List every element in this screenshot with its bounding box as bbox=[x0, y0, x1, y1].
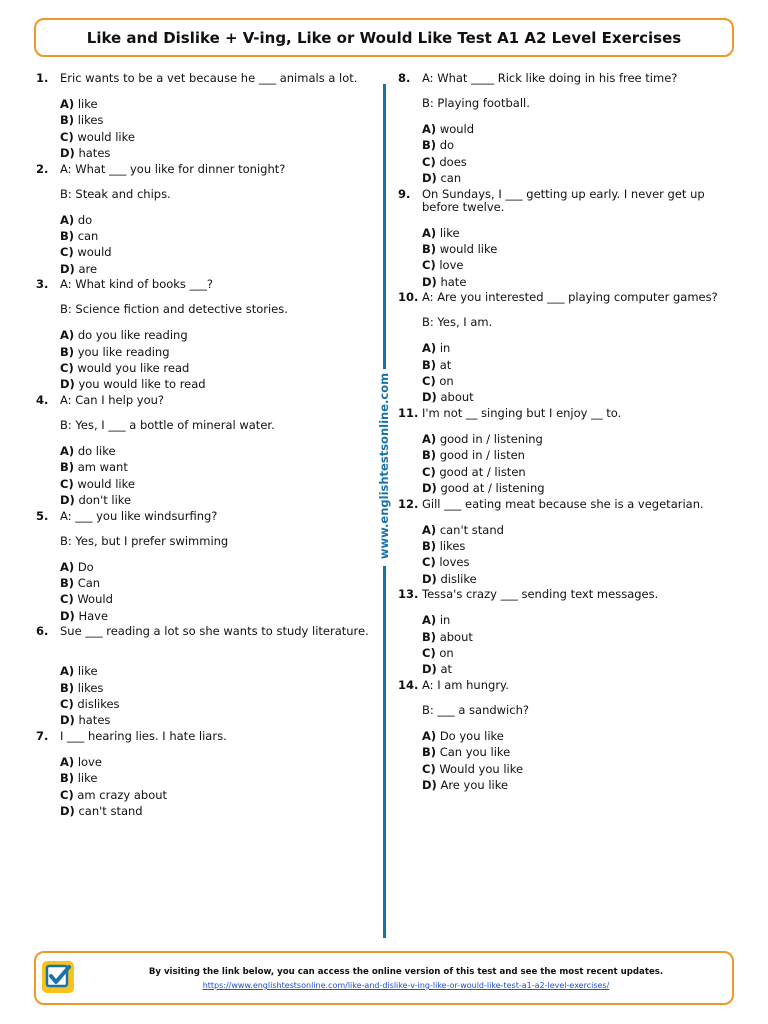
option-text: hate bbox=[440, 274, 467, 289]
answer-option[interactable] bbox=[60, 212, 381, 228]
question-number: 14. bbox=[398, 677, 419, 692]
option-letter: C) bbox=[60, 696, 74, 711]
option-text: likes bbox=[77, 680, 104, 695]
option-letter: A) bbox=[422, 225, 437, 240]
option-letter: B) bbox=[422, 629, 437, 644]
question-7 bbox=[36, 730, 381, 820]
option-letter: B) bbox=[60, 680, 75, 695]
questions-right-column bbox=[398, 72, 738, 794]
option-letter: B) bbox=[60, 344, 75, 359]
option-letter: B) bbox=[60, 229, 75, 244]
question-number: 7. bbox=[36, 728, 49, 743]
question-header bbox=[398, 188, 738, 214]
question-number: 1. bbox=[36, 71, 49, 85]
option-letter: A) bbox=[422, 728, 437, 743]
answer-option[interactable] bbox=[422, 121, 738, 137]
answer-option[interactable] bbox=[422, 241, 738, 257]
option-text: on bbox=[439, 374, 454, 389]
answer-option[interactable] bbox=[422, 137, 738, 153]
answer-option[interactable] bbox=[422, 447, 738, 463]
footer-box bbox=[34, 951, 734, 1005]
option-text: Would you like bbox=[439, 761, 524, 776]
answer-option[interactable] bbox=[422, 373, 738, 389]
option-letter: C) bbox=[422, 761, 436, 776]
question-9 bbox=[398, 188, 738, 291]
question-number: 5. bbox=[36, 508, 49, 523]
answer-option[interactable] bbox=[60, 344, 381, 360]
question-text: Gill ___ eating meat because she is a vegetarian. bbox=[422, 496, 704, 511]
answer-option[interactable] bbox=[422, 257, 738, 273]
question-10 bbox=[398, 291, 738, 406]
question-number: 13. bbox=[398, 587, 419, 602]
question-header bbox=[36, 163, 381, 176]
option-letter: D) bbox=[60, 608, 75, 623]
question-number: 9. bbox=[398, 186, 411, 201]
answer-option[interactable] bbox=[60, 443, 381, 459]
answer-option[interactable] bbox=[60, 559, 381, 575]
question-header bbox=[36, 625, 381, 638]
answer-option[interactable] bbox=[60, 327, 381, 343]
page-title: Like and Dislike + V-ing, Like or Would Like Test A1 A2 Level Exercises bbox=[86, 28, 682, 47]
answer-option[interactable] bbox=[422, 464, 738, 480]
column-divider-bottom bbox=[383, 566, 386, 938]
option-letter: D) bbox=[60, 261, 75, 276]
option-letter: C) bbox=[60, 476, 74, 491]
option-text: Do you like bbox=[439, 728, 504, 743]
answer-option[interactable] bbox=[422, 554, 738, 570]
option-letter: A) bbox=[60, 754, 75, 769]
option-letter: A) bbox=[60, 97, 75, 111]
answer-option[interactable] bbox=[60, 261, 381, 277]
option-letter: B) bbox=[422, 242, 437, 257]
option-letter: B) bbox=[422, 138, 437, 153]
question-dialogue-reply: B: Yes, but I prefer swimming bbox=[60, 533, 229, 548]
answer-option[interactable] bbox=[60, 112, 381, 128]
question-header bbox=[398, 679, 738, 692]
option-letter: A) bbox=[60, 443, 75, 458]
question-4 bbox=[36, 394, 381, 509]
option-text: are bbox=[78, 261, 98, 276]
option-text: Would bbox=[77, 592, 113, 607]
option-text: good at / listen bbox=[439, 464, 526, 479]
question-13 bbox=[398, 588, 738, 678]
option-text: can't stand bbox=[439, 522, 504, 537]
option-text: Do bbox=[77, 559, 94, 574]
option-text: about bbox=[439, 629, 473, 644]
option-text: don't like bbox=[78, 493, 132, 508]
option-text: Have bbox=[78, 608, 109, 623]
answer-options bbox=[422, 340, 738, 406]
answer-option[interactable] bbox=[422, 522, 738, 538]
question-header bbox=[398, 588, 738, 601]
question-14 bbox=[398, 679, 738, 794]
answer-option[interactable] bbox=[60, 145, 381, 161]
option-text: love bbox=[439, 258, 464, 273]
question-text: A: What ___ you like for dinner tonight? bbox=[60, 161, 286, 176]
option-letter: D) bbox=[422, 571, 437, 586]
option-letter: B) bbox=[60, 771, 75, 786]
option-letter: D) bbox=[422, 171, 437, 186]
option-letter: B) bbox=[60, 575, 75, 590]
question-8 bbox=[398, 72, 738, 187]
option-letter: A) bbox=[422, 431, 437, 446]
question-1 bbox=[36, 72, 381, 162]
answer-option[interactable] bbox=[60, 696, 381, 712]
option-text: Can bbox=[77, 575, 101, 590]
option-letter: D) bbox=[60, 803, 75, 818]
option-text: good at / listening bbox=[440, 481, 545, 496]
question-text: A: I am hungry. bbox=[422, 677, 509, 692]
option-letter: B) bbox=[60, 113, 75, 128]
answer-options bbox=[60, 663, 381, 729]
option-text: you would like to read bbox=[78, 377, 206, 392]
question-dialogue-reply: B: Playing football. bbox=[422, 96, 530, 110]
answer-option[interactable] bbox=[60, 712, 381, 728]
answer-option[interactable] bbox=[60, 787, 381, 803]
answer-options bbox=[422, 121, 738, 187]
question-header bbox=[36, 72, 381, 85]
option-letter: D) bbox=[60, 493, 75, 508]
option-letter: C) bbox=[60, 129, 74, 144]
option-letter: C) bbox=[422, 154, 436, 169]
option-text: like bbox=[439, 225, 460, 240]
question-number: 10. bbox=[398, 290, 419, 305]
option-text: at bbox=[440, 662, 453, 677]
option-letter: C) bbox=[422, 645, 436, 660]
option-text: am want bbox=[77, 460, 128, 475]
option-letter: C) bbox=[60, 361, 74, 376]
question-text: I ___ hearing lies. I hate liars. bbox=[60, 728, 227, 743]
answer-options bbox=[422, 522, 738, 588]
option-text: love bbox=[77, 754, 102, 769]
answer-option[interactable] bbox=[60, 803, 381, 819]
question-text: Tessa's crazy ___ sending text messages. bbox=[422, 587, 659, 602]
option-text: loves bbox=[439, 555, 470, 570]
option-letter: D) bbox=[422, 274, 437, 289]
option-text: like bbox=[77, 771, 98, 786]
answer-option[interactable] bbox=[60, 770, 381, 786]
answer-option[interactable] bbox=[60, 680, 381, 696]
option-letter: C) bbox=[422, 374, 436, 389]
answer-option[interactable] bbox=[60, 228, 381, 244]
question-number: 4. bbox=[36, 392, 49, 407]
checkbox-logo-icon bbox=[42, 961, 74, 993]
answer-option[interactable] bbox=[422, 170, 738, 186]
option-letter: C) bbox=[422, 555, 436, 570]
option-letter: A) bbox=[422, 122, 437, 136]
option-letter: A) bbox=[422, 522, 437, 537]
option-text: Are you like bbox=[440, 777, 509, 792]
option-letter: C) bbox=[60, 592, 74, 607]
question-dialogue-reply: B: Yes, I ___ a bottle of mineral water. bbox=[60, 417, 275, 432]
answer-options bbox=[60, 754, 381, 820]
option-letter: B) bbox=[60, 460, 75, 475]
option-text: would bbox=[439, 122, 475, 136]
option-text: likes bbox=[77, 113, 104, 128]
answer-options bbox=[422, 225, 738, 291]
answer-option[interactable] bbox=[422, 225, 738, 241]
question-text: On Sundays, I ___ getting up early. I never get up before twelve. bbox=[422, 186, 705, 214]
question-number: 12. bbox=[398, 496, 419, 511]
option-text: would bbox=[77, 245, 112, 260]
question-number: 6. bbox=[36, 624, 49, 639]
answer-option[interactable] bbox=[422, 431, 738, 447]
option-text: like bbox=[77, 664, 98, 679]
question-header bbox=[36, 278, 381, 291]
online-test-link[interactable]: https://www.englishtestsonline.com/like-and-dislike-v-ing-like-or-would-like-test-a1-a2-level-exercises/ bbox=[202, 981, 610, 990]
option-text: in bbox=[439, 341, 451, 356]
answer-option[interactable] bbox=[422, 761, 738, 777]
column-divider-top bbox=[383, 84, 386, 369]
option-letter: D) bbox=[60, 377, 75, 392]
answer-options bbox=[60, 96, 381, 162]
question-header bbox=[398, 291, 738, 304]
question-dialogue-reply: B: ___ a sandwich? bbox=[422, 702, 529, 717]
answer-option[interactable] bbox=[422, 480, 738, 496]
option-letter: A) bbox=[60, 559, 75, 574]
option-text: does bbox=[439, 154, 467, 169]
option-text: on bbox=[439, 645, 454, 660]
answer-option[interactable] bbox=[60, 575, 381, 591]
answer-option[interactable] bbox=[422, 629, 738, 645]
answer-option[interactable] bbox=[422, 777, 738, 793]
option-letter: B) bbox=[422, 538, 437, 553]
question-5 bbox=[36, 510, 381, 625]
option-text: do you like reading bbox=[77, 328, 188, 343]
option-text: can bbox=[77, 229, 99, 244]
answer-option[interactable] bbox=[422, 389, 738, 405]
question-dialogue-reply: B: Steak and chips. bbox=[60, 186, 171, 201]
option-letter: C) bbox=[422, 464, 436, 479]
option-text: am crazy about bbox=[77, 787, 168, 802]
option-letter: A) bbox=[422, 613, 437, 628]
answer-option[interactable] bbox=[422, 728, 738, 744]
option-letter: A) bbox=[422, 341, 437, 356]
option-letter: D) bbox=[60, 146, 75, 161]
option-letter: B) bbox=[422, 448, 437, 463]
option-text: hates bbox=[78, 146, 111, 161]
option-text: good in / listen bbox=[439, 448, 525, 463]
answer-options bbox=[422, 612, 738, 678]
question-dialogue-reply: B: Science fiction and detective stories. bbox=[60, 302, 288, 317]
answer-option[interactable] bbox=[60, 476, 381, 492]
option-letter: C) bbox=[60, 245, 74, 260]
option-letter: D) bbox=[422, 777, 437, 792]
question-text: A: Can I help you? bbox=[60, 392, 165, 407]
option-letter: A) bbox=[60, 212, 75, 227]
option-text: do bbox=[439, 138, 455, 153]
option-letter: B) bbox=[422, 357, 437, 372]
answer-options bbox=[422, 728, 738, 794]
question-text: A: ___ you like windsurfing? bbox=[60, 508, 218, 523]
option-text: dislike bbox=[440, 571, 477, 586]
question-header bbox=[398, 407, 738, 420]
option-letter: B) bbox=[422, 745, 437, 760]
answer-option[interactable] bbox=[422, 340, 738, 356]
question-text: A: What ____ Rick like doing in his free time? bbox=[422, 71, 678, 85]
option-text: do like bbox=[77, 443, 116, 458]
answer-option[interactable] bbox=[60, 459, 381, 475]
question-header bbox=[36, 394, 381, 407]
question-number: 2. bbox=[36, 161, 49, 176]
answer-option[interactable] bbox=[60, 376, 381, 392]
option-letter: D) bbox=[422, 481, 437, 496]
option-text: you like reading bbox=[77, 344, 170, 359]
question-number: 11. bbox=[398, 405, 419, 420]
option-letter: C) bbox=[422, 258, 436, 273]
answer-option[interactable] bbox=[422, 571, 738, 587]
answer-option[interactable] bbox=[60, 96, 381, 112]
question-header bbox=[36, 510, 381, 523]
question-12 bbox=[398, 498, 738, 588]
question-3 bbox=[36, 278, 381, 393]
answer-option[interactable] bbox=[60, 360, 381, 376]
option-text: likes bbox=[439, 538, 466, 553]
answer-option[interactable] bbox=[60, 492, 381, 508]
option-text: would like bbox=[439, 242, 498, 257]
option-text: at bbox=[439, 357, 452, 372]
answer-option[interactable] bbox=[422, 538, 738, 554]
question-text: A: What kind of books ___? bbox=[60, 277, 213, 292]
answer-option[interactable] bbox=[422, 274, 738, 290]
answer-options bbox=[60, 559, 381, 625]
vertical-site-label: www.englishtestsonline.com bbox=[377, 372, 391, 560]
answer-option[interactable] bbox=[60, 129, 381, 145]
option-text: good in / listening bbox=[439, 431, 543, 446]
option-text: dislikes bbox=[77, 696, 120, 711]
answer-options bbox=[60, 327, 381, 393]
question-number: 3. bbox=[36, 277, 49, 292]
option-letter: D) bbox=[60, 713, 75, 728]
footer-notice: By visiting the link below, you can access the online version of this test and see the most recent updates. bbox=[148, 967, 664, 977]
option-text: do bbox=[77, 212, 93, 227]
answer-option[interactable] bbox=[422, 612, 738, 628]
option-letter: D) bbox=[422, 390, 437, 405]
option-letter: A) bbox=[60, 328, 75, 343]
question-11 bbox=[398, 407, 738, 497]
answer-option[interactable] bbox=[422, 661, 738, 677]
answer-options bbox=[422, 431, 738, 497]
answer-option[interactable] bbox=[60, 608, 381, 624]
question-text: I'm not __ singing but I enjoy __ to. bbox=[422, 405, 622, 420]
question-6 bbox=[36, 625, 381, 729]
option-text: like bbox=[77, 97, 98, 111]
option-text: would you like read bbox=[77, 361, 190, 376]
question-header bbox=[398, 498, 738, 511]
option-text: Can you like bbox=[439, 745, 511, 760]
answer-option[interactable] bbox=[422, 357, 738, 373]
option-letter: D) bbox=[422, 662, 437, 677]
option-letter: C) bbox=[60, 787, 74, 802]
questions-left-column bbox=[36, 72, 381, 820]
answer-option[interactable] bbox=[60, 663, 381, 679]
option-text: about bbox=[440, 390, 474, 405]
option-text: can bbox=[440, 171, 462, 186]
answer-option[interactable] bbox=[422, 154, 738, 170]
answer-option[interactable] bbox=[422, 744, 738, 760]
question-text: A: Are you interested ___ playing computer games? bbox=[422, 290, 718, 305]
answer-option[interactable] bbox=[60, 591, 381, 607]
answer-option[interactable] bbox=[60, 754, 381, 770]
question-text: Eric wants to be a vet because he ___ animals a lot. bbox=[60, 71, 358, 85]
option-text: in bbox=[439, 613, 451, 628]
question-header bbox=[36, 730, 381, 743]
question-number: 8. bbox=[398, 71, 411, 85]
option-text: would like bbox=[77, 476, 135, 491]
answer-options bbox=[60, 212, 381, 278]
option-text: would like bbox=[77, 129, 135, 144]
option-letter: A) bbox=[60, 664, 75, 679]
question-header bbox=[398, 72, 738, 85]
question-2 bbox=[36, 163, 381, 278]
option-text: hates bbox=[78, 713, 111, 728]
answer-option[interactable] bbox=[422, 645, 738, 661]
option-text: can't stand bbox=[78, 803, 143, 818]
question-text: Sue ___ reading a lot so she wants to study literature. bbox=[60, 624, 369, 639]
title-box bbox=[34, 18, 734, 57]
answer-option[interactable] bbox=[60, 244, 381, 260]
question-dialogue-reply: B: Yes, I am. bbox=[422, 315, 493, 330]
answer-options bbox=[60, 443, 381, 509]
